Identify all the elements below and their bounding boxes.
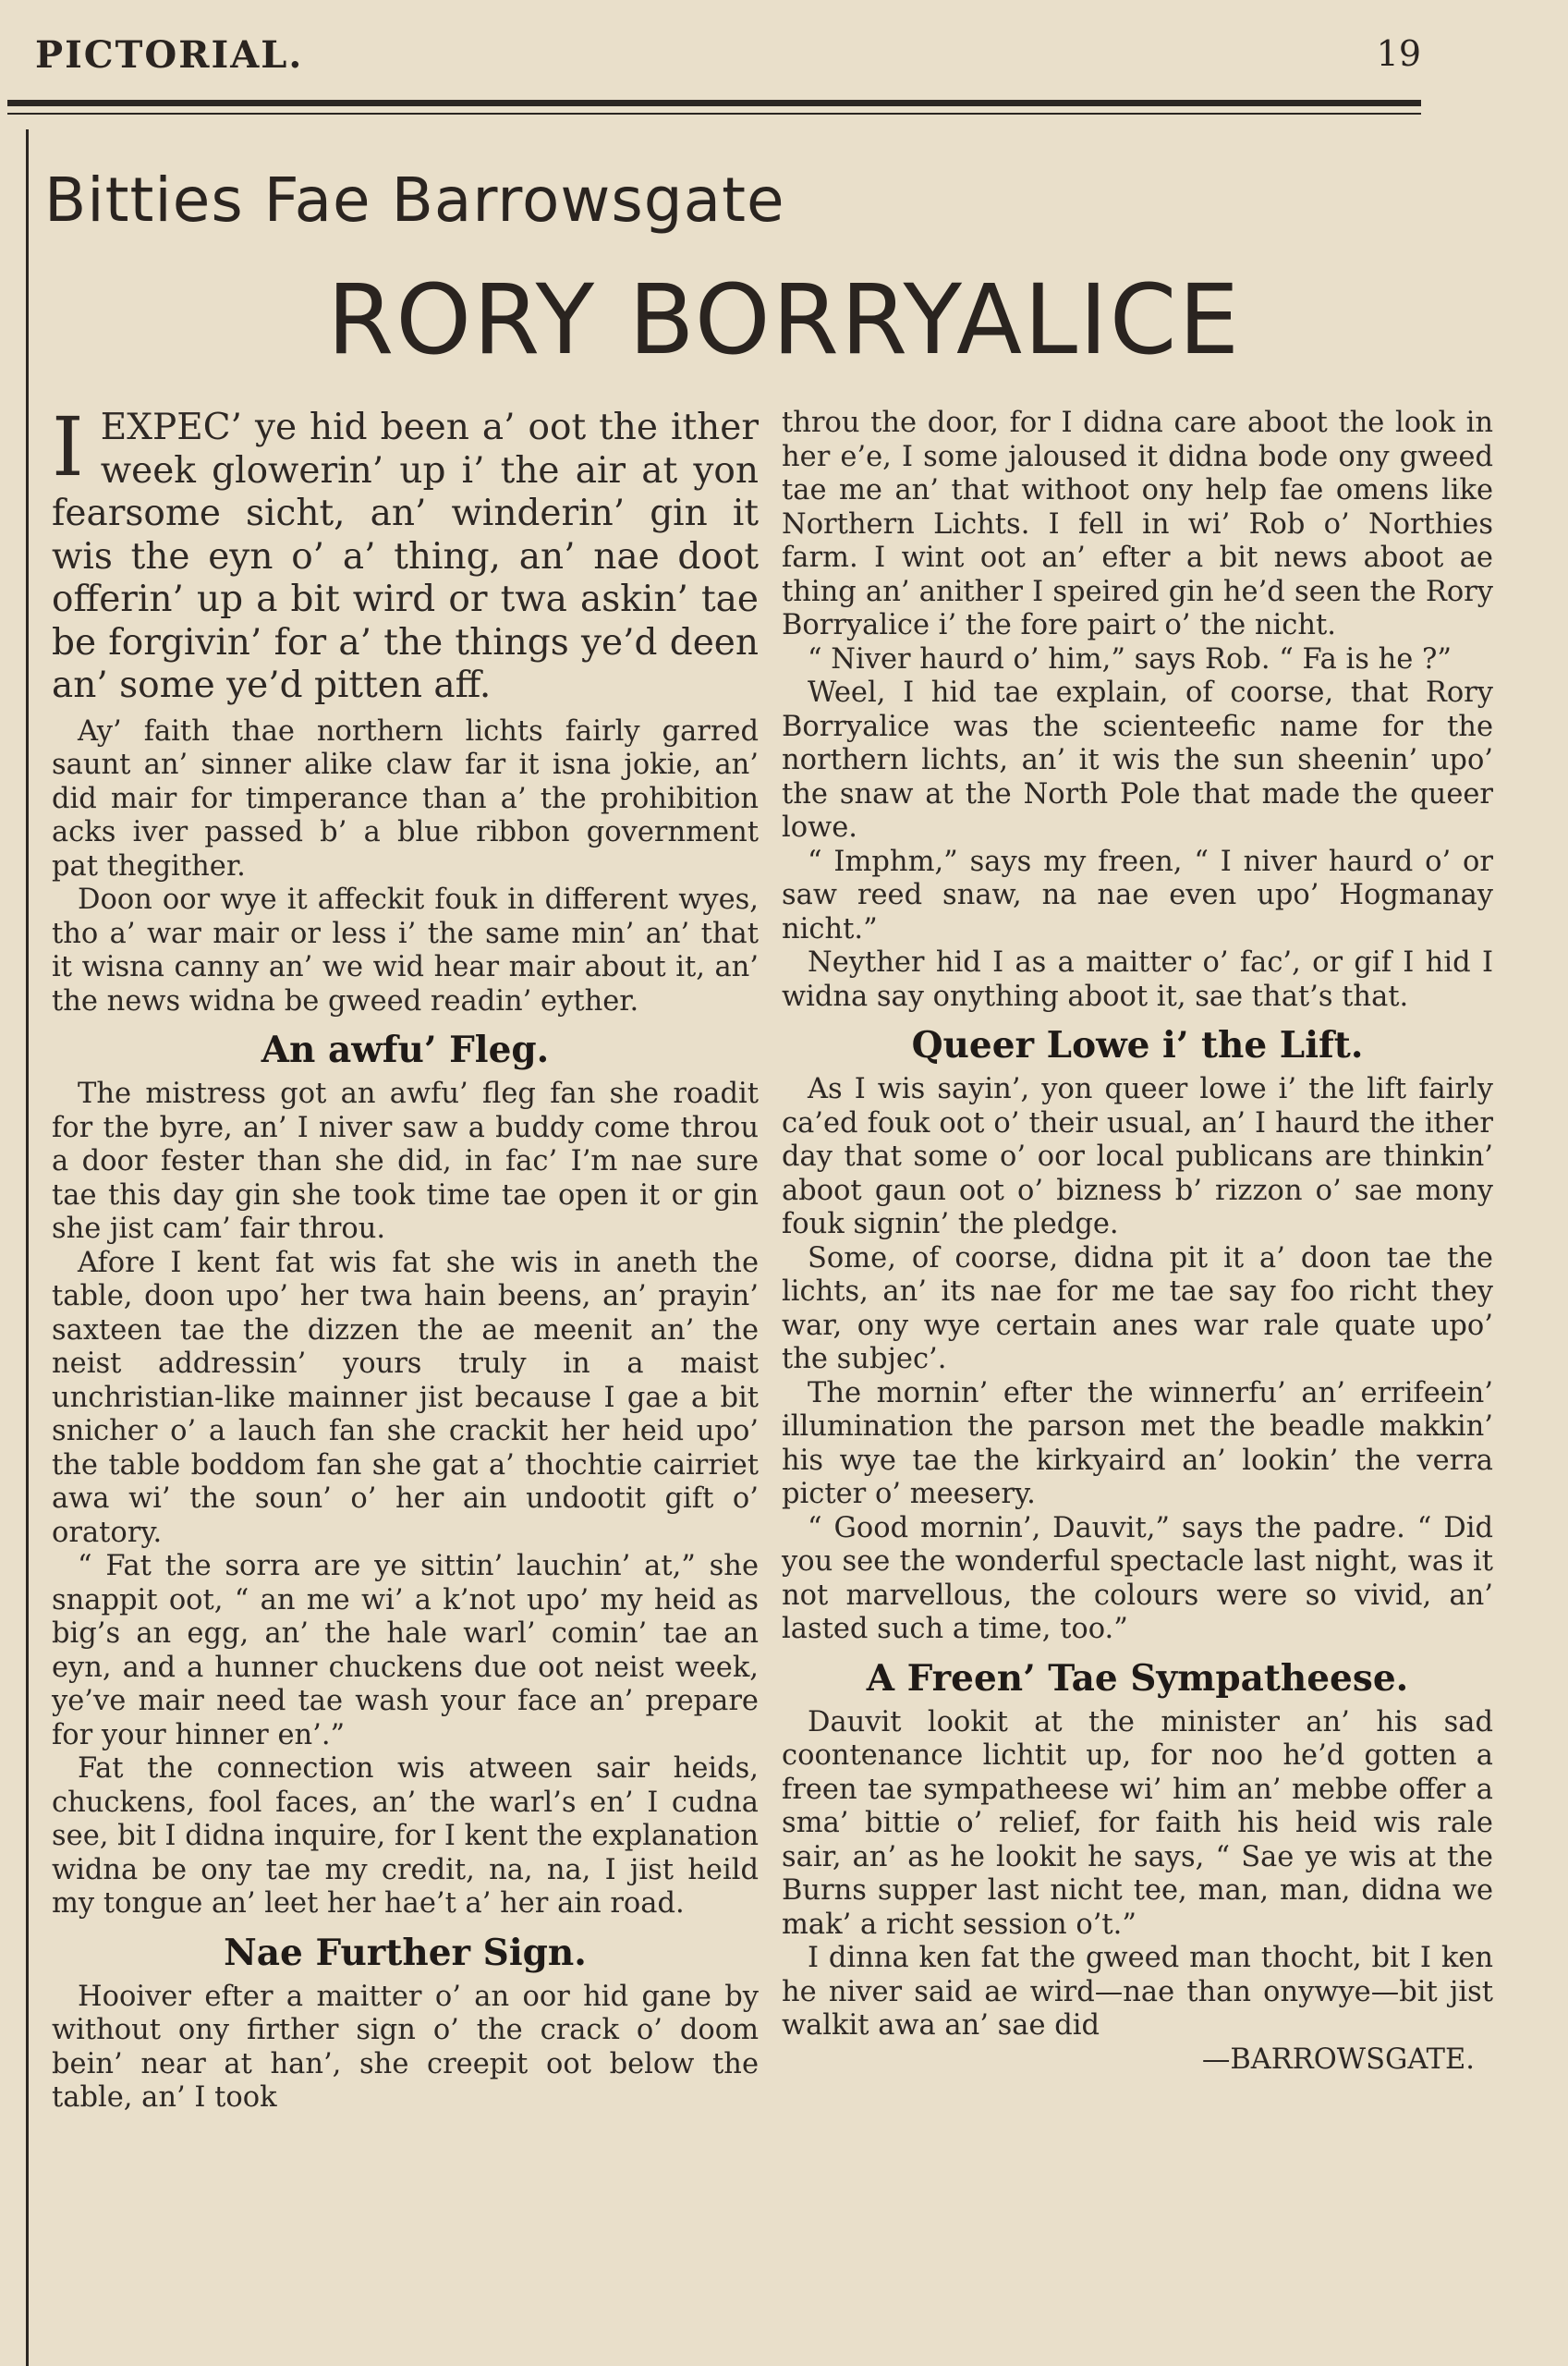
- paragraph: Fat the connection wis atween sair heids, chuckens, fool faces, an’ the warl’s en’ I cudna see, bit I didna inquire, for I kent the explanation widna be ony tae my credit, na, na, I jist heild my tongue an’ leet her hae’t a’ her ain road.: [52, 1752, 759, 1920]
- article-title: RORY BORRYALICE: [326, 263, 1242, 376]
- subhead-freen-tae-sympatheese: A Freen’ Tae Sympatheese.: [866, 1656, 1409, 1700]
- paragraph: The mistress got an awfu’ fleg fan she roadit for the byre, an’ I niver saw a buddy come throu a door fester than she did, in fac’ I’m nae sure tae this day gin she took time tae open it or gin she jist cam’ fair throu.: [52, 1078, 759, 1245]
- paragraph: “ Niver haurd o’ him,” says Rob. “ Fa is he ?”: [808, 642, 1452, 676]
- right-column: [782, 407, 1493, 2077]
- paragraph: Dauvit lookit at the minister an’ his sad coontenance lichtit up, for noo he’d gotten a freen tae sympatheese wi’ him an’ mebbe offer a sma’ bittie o’ relief, for faith his heid wis rale sair, an’ as he lookit he says, “ Sae ye wis at the Burns supper last nicht tee, man, man, didna we mak’ a richt session o’t.”: [782, 1705, 1493, 1941]
- subhead-nae-further-sign: Nae Further Sign.: [224, 1931, 587, 1974]
- column-border-rule: [26, 129, 29, 2366]
- signature: —BARROWSGATE.: [1201, 2043, 1475, 2076]
- header-rule-thick: [7, 100, 1421, 106]
- subhead-awfu-fleg: An awfu’ Fleg.: [261, 1029, 550, 1071]
- lead-paragraph: [52, 399, 759, 708]
- drop-cap: I: [52, 399, 84, 494]
- article-kicker: Bitties Fae Barrowsgate: [44, 165, 785, 236]
- paragraph: “ Good mornin’, Dauvit,” says the padre. “ Did you see the wonderful spectacle last night, was it not marvellous, the colours were so vivid, an’ lasted such a time, too.”: [782, 1511, 1493, 1645]
- page-number: 19: [1376, 33, 1421, 74]
- paragraph: “ Imphm,” says my freen, “ I niver haurd o’ or saw reed snaw, na nae even upo’ Hogmanay nicht.”: [782, 845, 1493, 945]
- page-header: [35, 33, 1421, 79]
- paragraph: Neyther hid I as a maitter o’ fac’, or gif I hid I widna say onything aboot it, sae that’s that.: [782, 946, 1493, 1013]
- paragraph: Some, of coorse, didna pit it a’ doon tae the lichts, an’ its nae for me tae say foo richt they war, ony wye certain anes war rale quate upo’ the subjec’.: [782, 1241, 1493, 1375]
- paragraph: Hooiver efter a maitter o’ an oor hid gane by without ony firther sign o’ the crack o’ doom bein’ near at han’, she creepit oot below the table, an’ I took: [52, 1980, 759, 2114]
- running-head: PICTORIAL.: [35, 33, 304, 77]
- paragraph: Ay’ faith thae northern lichts fairly garred saunt an’ sinner alike claw far it isna jokie, an’ did mair for timperance than a’ the prohibition acks iver passed b’ a blue ribbon government pat thegither.: [52, 714, 759, 883]
- paragraph: Doon oor wye it affeckit fouk in different wyes, tho a’ war mair or less i’ the same min’ an’ that it wisna canny an’ we wid hear mair about it, an’ the news widna be gweed readin’ eyther.: [52, 884, 759, 1018]
- subhead-queer-lowe: Queer Lowe i’ the Lift.: [911, 1024, 1364, 1067]
- paragraph-continued: throu the door, for I didna care aboot the look in her e’e, I some jaloused it didna bode ony gweed tae me an’ that withoot ony help fae omens like Northern Lichts. I fell in wi’ Rob o’ Northies farm. I wint oot an’ efter a bit news aboot ae thing an’ anither I speired gin he’d seen the Rory Borryalice i’ the fore pairt o’ the nicht.: [782, 407, 1493, 641]
- paragraph: The mornin’ efter the winnerfu’ an’ errifeein’ illumination the parson met the beadle makkin’ his wye tae the kirkyaird an’ lookin’ the verra picter o’ meesery.: [782, 1376, 1493, 1510]
- paragraph: Afore I kent fat wis fat she wis in aneth the table, doon upo’ her twa hain beens, an’ prayin’ saxteen tae the dizzen the ae meenit an’ the neist addressin’ yours truly in a maist unchristian-like mainner jist because I gae a bit snicher o’ a lauch fan she crackit her heid upo’ the table boddom fan she gat a’ thochtie cairriet awa wi’ the soun’ o’ her ain undootit gift o’ oratory.: [52, 1246, 759, 1549]
- header-rule-thin: [7, 113, 1421, 115]
- paragraph: Weel, I hid tae explain, of coorse, that Rory Borryalice was the scienteefic name for the northern lichts, an’ it wis the sun sheenin’ upo’ the snaw at the North Pole that made the queer lowe.: [782, 677, 1493, 844]
- paragraph: I dinna ken fat the gweed man thocht, bit I ken he niver said ae wird—nae than onywye—bit jist walkit awa an’ sae did: [782, 1942, 1493, 2042]
- lead-text: EXPEC’ ye hid been a’ oot the ither week glowerin’ up i’ the air at yon fearsome sicht, an’ winderin’ gin it wis the eyn o’ a’ thing, an’ nae doot offerin’ up a bit wird or twa askin’ tae be forgivin’ for a’ the things ye’d deen an’ some ye’d pitten aff.: [52, 407, 759, 706]
- paragraph: As I wis sayin’, yon queer lowe i’ the lift fairly ca’ed fouk oot o’ their usual, an’ I haurd the ither day that some o’ oor local publicans are thinkin’ aboot gaun oot o’ bizness b’ rizzon o’ sae mony fouk signin’ the pledge.: [782, 1073, 1493, 1240]
- left-column: [52, 399, 759, 2116]
- paragraph: “ Fat the sorra are ye sittin’ lauchin’ at,” she snappit oot, “ an me wi’ a k’not upo’ my heid as big’s an egg, an’ the hale warl’ comin’ tae an eyn, and a hunner chuckens due oot neist week, ye’ve mair need tae wash your face an’ prepare for your hinner en’.”: [52, 1550, 759, 1751]
